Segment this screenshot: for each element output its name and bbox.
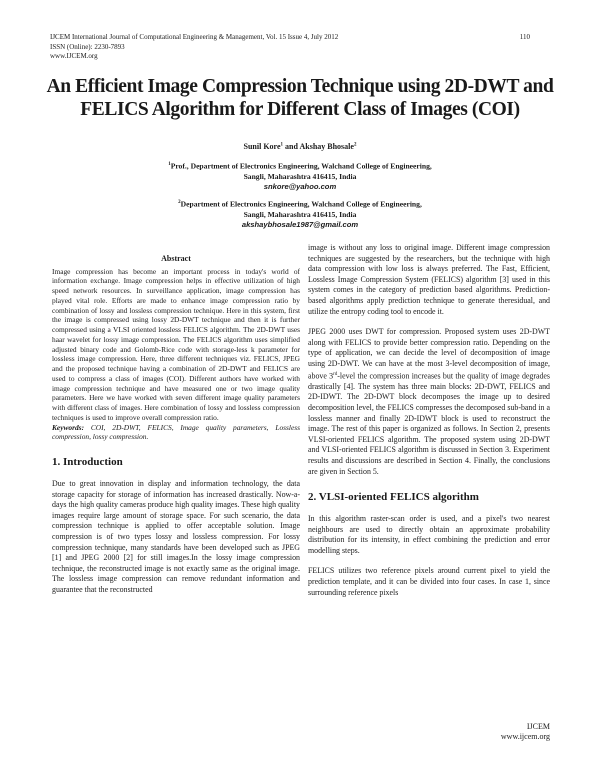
affiliation-2-line-2: Sangli, Maharashtra 416415, India (243, 209, 357, 219)
issn: ISSN (Online): 2230-7893 (50, 42, 125, 51)
ordinal-sup: rd (333, 371, 338, 377)
affiliation-2-email[interactable]: akshaybhosale1987@gmail.com (241, 219, 359, 229)
author-1: Sunil Kore (243, 142, 281, 151)
journal-website: www.IJCEM.org (50, 52, 98, 60)
page-number: 110 (519, 33, 530, 41)
abstract-text: Image compression has become an important process in today's world of information exchange. Image compression helps in effective utilization of high speed network resources. In surveillance application, image compression has played vital role. Efforts are made to enhance image compression ratio by combination of lossy and lossless compression technique. Here in this system, first the image is compressed using lossy 2D-DWT technique and then it is further compressed using a VLSI oriented lossless FELICS algorithm. The 2D-DWT uses haar wavelet for lossy image compression. The FELICS algorithm uses simplified adjusted binary code and Golomb-Rice code with storage-less k parameter for lossless image compression. Here, three different techniques viz. FELICS, JPEG and the proposed technique having a combination of 2D-DWT and FELICS are used to compress a class of images (COI). Different authors have worked with image compression technique and have measured one or two image quality parameters. Here we have worked with seven different image quality parameters with different class of images. Here combination of lossy and lossless compression techniques is used to improve overall compression ratio. (52, 266, 300, 422)
footer-journal: IJCEM (526, 722, 550, 731)
right-column (308, 243, 550, 598)
affiliation-2 (0, 198, 600, 230)
section-2-paragraph-1: In this algorithm raster-scan order is used, and a pixel's two nearest neighbours are used to directly obtain an approximate probability distribution for its intensity, in effect combining the prediction and error modelling steps. (308, 514, 550, 555)
page-footer (501, 722, 550, 742)
affiliation-1-sup: 1 (168, 162, 171, 167)
right-paragraph-2-part-b: -level the compression increases but the quality of image degrades drastically [4]. The system has three main blocks: 2D-DWT, FELICS and 2D-IDWT. The 2D-DWT block decomposes the image up to desired decomposition level, the FELICS compresses the decomposed sub-band in a lossless manner and finally 2D-IDWT block is used to reconstruct the image. The rest of this paper is organized as follows. In Section 2, presents VLSI-oriented FELICS algorithm. The proposed system using 2D-DWT and VLSI-oriented FELICS algorithm is discussed in Section 3. Experiment results and discussions are described in Section 4. Finally, the conclusions are given in Section 5. (308, 371, 551, 476)
author-conj: and (283, 142, 300, 151)
title-line-1: An Efficient Image Compression Technique using 2D-DWT and (46, 76, 554, 97)
right-paragraph-1: image is without any loss to original image. Different image compression techniques are suggested by the researchers, but the technique with high data compression with low loss is always preferred. The Fast, Efficient, Lossless Image Compression System (FELICS) algorithm [3] used in this system comes in the category of prediction based algorithms. Prediction-based algorithms apply prediction technique to generate theresidual, and utilize the entropy coding tool to encode it. (308, 243, 550, 316)
author-list (0, 142, 600, 151)
author-2-sup: 2 (353, 142, 357, 148)
author-1-sup: 1 (280, 142, 284, 148)
affiliation-1-dept: Prof., Department of Electronics Engineering, Walchand College of Engineering, (170, 161, 432, 171)
left-column (52, 254, 300, 596)
right-paragraph-2 (308, 327, 550, 477)
affiliation-2-sup: 2 (178, 200, 181, 205)
affiliation-1-line-2: Sangli, Maharashtra 416415, India (243, 171, 357, 181)
section-2-paragraph-2: FELICS utilizes two reference pixels around current pixel to yield the prediction template, and it can be divided into four cases. In case 1, since surrounding reference pixels (308, 566, 550, 597)
affiliation-1 (0, 160, 600, 192)
keywords-label: Keywords: (52, 422, 85, 432)
section-2-heading: 2. VLSI-oriented FELICS algorithm (308, 491, 479, 504)
affiliation-2-line-1 (0, 198, 600, 210)
affiliation-1-line-1 (0, 160, 600, 172)
abstract-heading: Abstract (161, 254, 191, 263)
section-1-heading: 1. Introduction (52, 456, 123, 469)
running-header (50, 33, 530, 62)
keywords (52, 423, 300, 443)
right-paragraph-2-part-a: JPEG 2000 uses DWT for compression. Proposed system uses 2D-DWT along with FELICS to provide better compression ratio. Depending on the type of application, we can decide the level of decomposition of image using 2D-DWT. We can have at the most 3-level decomposition of image, above 3 (308, 327, 550, 381)
keywords-list: COI, 2D-DWT, FELICS, Image quality parameters, Lossless compression, lossy compression. (52, 422, 300, 442)
footer-website[interactable]: www.ijcem.org (500, 732, 550, 741)
paper-title (40, 75, 560, 121)
author-2: Akshay Bhosale (299, 142, 354, 151)
journal-name: IJCEM International Journal of Computational Engineering & Management, Vol. 15 Issue 4, July 2012 (50, 33, 339, 41)
intro-paragraph-1: Due to great innovation in display and information technology, the data storage capacity for storage of information has increased drastically. Now-a-days the high quality cameras produce high quality images. These high quality images require large amount of storage space. For such scenario, the data compression technique is applied to offer acceptable solution. Image compression is of two types lossy and lossless compression. For lossy compression technique, many standards have been developed such as JPEG [1] and JPEG 2000 [2] for still images.In the lossy image compression technique, the reconstructed image is not exactly same as the original image. The lossless image compression can remove redundant information and guarantee that the reconstructed (52, 479, 300, 595)
affiliation-2-dept: Department of Electronics Engineering, Walchand College of Engineering, (180, 199, 422, 209)
affiliation-1-email[interactable]: snkore@yahoo.com (263, 181, 337, 191)
title-line-2: FELICS Algorithm for Different Class of Images (COI) (80, 99, 520, 120)
